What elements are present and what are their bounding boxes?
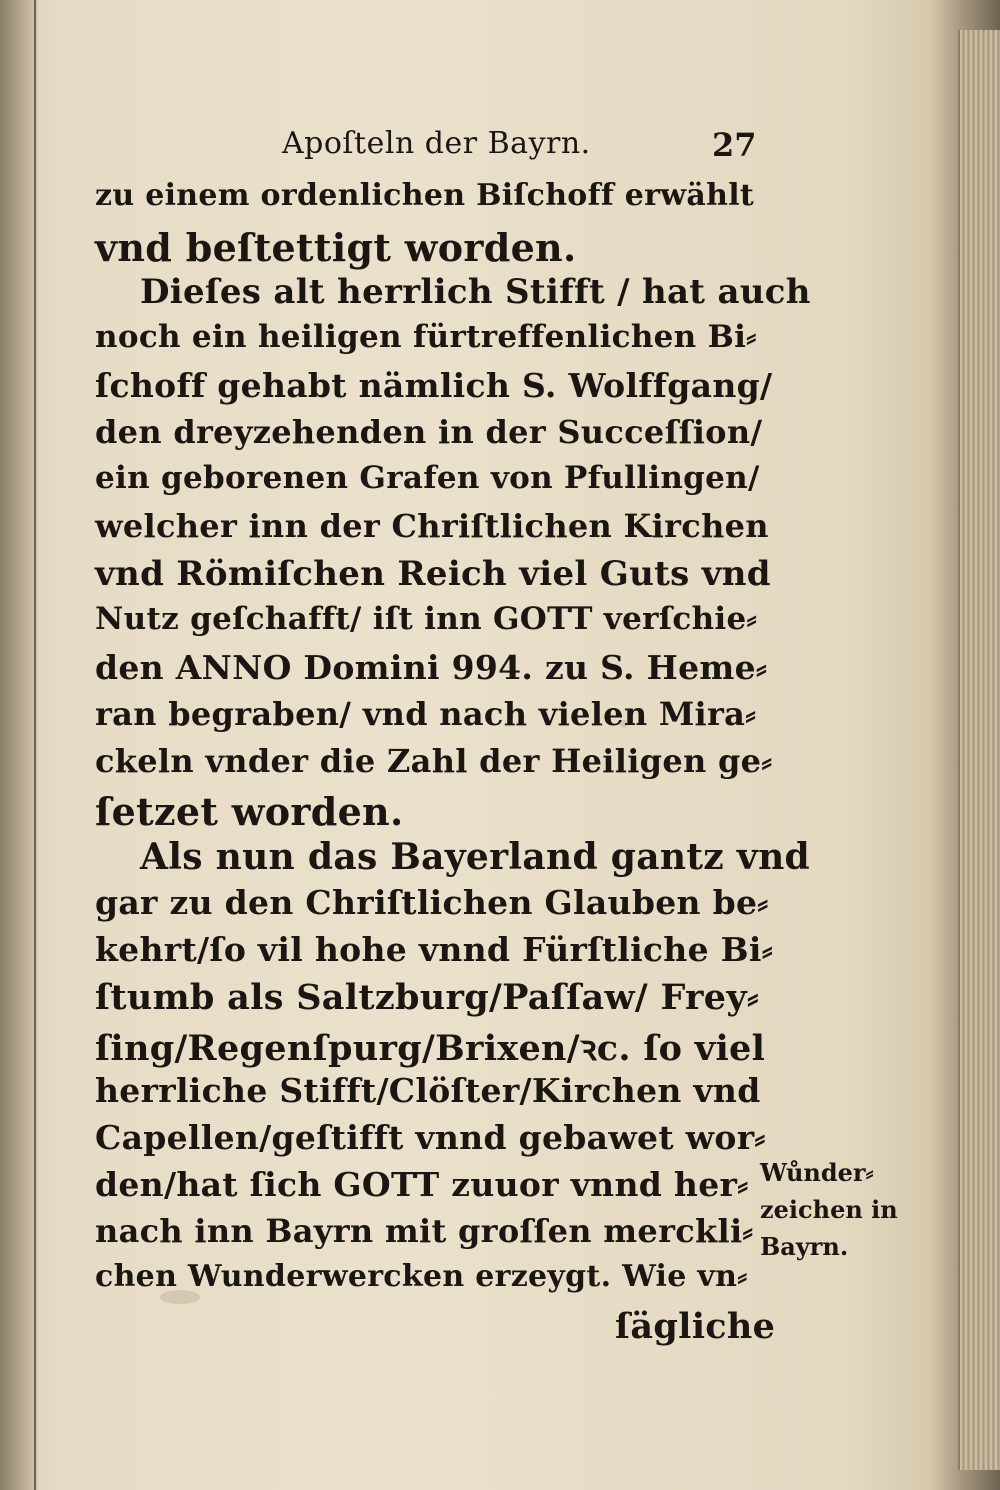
body-line: ſchoff gehabt nämlich S. Wolffgang/ <box>95 366 773 405</box>
body-line: ein geborenen Grafen von Pfullingen/ <box>95 460 760 496</box>
body-line: ſtumb als Saltzburg/Paſſaw/ Frey⸗ <box>95 977 759 1018</box>
page-edges <box>958 30 1000 1470</box>
body-line: ckeln vnder die Zahl der Heiligen ge⸗ <box>95 742 773 780</box>
gutter-fold <box>34 0 36 1490</box>
body-line: welcher inn der Chriſtlichen Kirchen <box>95 507 769 545</box>
body-line: Capellen/geſtifft vnnd gebawet wor⸗ <box>95 1118 766 1157</box>
page-gutter <box>0 0 38 1490</box>
body-line: vnd Römiſchen Reich viel Guts vnd <box>95 554 771 594</box>
catchword: ſägliche <box>615 1306 776 1347</box>
body-line: gar zu den Chriſtlichen Glauben be⸗ <box>95 883 769 922</box>
margin-note-line: Bayrn. <box>760 1232 849 1261</box>
body-line: ran begraben/ vnd nach vielen Mira⸗ <box>95 695 757 733</box>
body-line: Dieſes alt herrlich Stifft / hat auch <box>140 272 811 312</box>
body-line: ſing/Regenſpurg/Brixen/ꝛc. ſo viel <box>95 1028 766 1069</box>
body-line: ſetzet worden. <box>95 789 404 834</box>
page-number: 27 <box>712 126 757 164</box>
body-line: herrliche Stifft/Clöſter/Kirchen vnd <box>95 1071 761 1110</box>
margin-note-line: zeichen in <box>760 1195 898 1224</box>
body-line: den/hat ſich GOTT zuuor vnnd her⸗ <box>95 1165 749 1204</box>
body-line: den ANNO Domini 994. zu S. Heme⸗ <box>95 648 768 687</box>
body-line: noch ein heiligen fürtreffenlichen Bi⸗ <box>95 319 757 355</box>
body-line: vnd beſtettigt worden. <box>95 225 577 270</box>
body-line: den dreyzehenden in der Succeſſion/ <box>95 413 763 451</box>
running-head: Apoſteln der Bayrn. <box>282 126 591 161</box>
body-line: zu einem ordenlichen Biſchoff erwählt <box>95 178 755 213</box>
body-line: nach inn Bayrn mit groſſen merckli⸗ <box>95 1212 754 1250</box>
body-line: kehrt/ſo vil hohe vnnd Fürſtliche Bi⸗ <box>95 930 773 969</box>
body-line: chen Wunderwercken erzeygt. Wie vn⸗ <box>95 1259 748 1294</box>
body-line: Als nun das Bayerland gantz vnd <box>140 836 811 878</box>
margin-note-line: Wůnder⸗ <box>760 1158 874 1187</box>
body-line: Nutz geſchafft/ iſt inn GOTT verſchie⸗ <box>95 601 758 637</box>
